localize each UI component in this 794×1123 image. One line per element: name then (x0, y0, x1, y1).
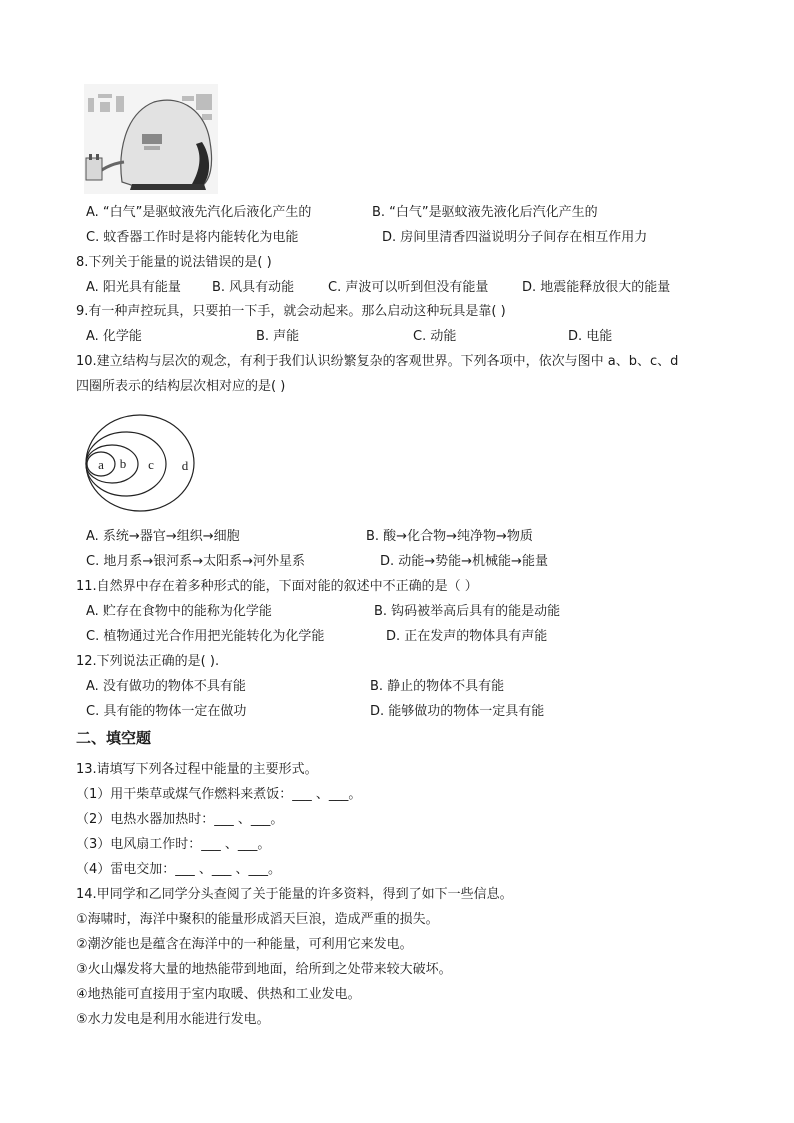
q14-info-5: ⑤水力发电是利用水能进行发电。 (76, 1012, 270, 1027)
q11-option-b: B. 钩码被举高后具有的能是动能 (374, 604, 561, 619)
q11-option-a: A. 贮存在食物中的能称为化学能 (86, 604, 272, 619)
q14-info-3: ③火山爆发将大量的地热能带到地面，给所到之处带来较大破坏。 (76, 962, 452, 977)
q7-option-c: C. 蚊香器工作时是将内能转化为电能 (86, 230, 299, 245)
circle-label-d: d (181, 458, 189, 473)
q13-line-1: （1）用干柴草或煤气作燃料来煮饭：___ 、___。 (76, 787, 362, 802)
q10-option-d: D. 动能→势能→机械能→能量 (380, 554, 548, 569)
q8-stem: 8.下列关于能量的说法错误的是( ) (76, 255, 272, 270)
q8-option-b: B. 风具有动能 (212, 280, 295, 295)
circle-label-a: a (98, 457, 104, 472)
q10-option-b: B. 酸→化合物→纯净物→物质 (366, 529, 533, 544)
q9-option-d: D. 电能 (568, 329, 613, 344)
q7-option-b: B. “白气”是驱蚊液先液化后汽化产生的 (372, 205, 598, 220)
q7-option-a: A. “白气”是驱蚊液先汽化后液化产生的 (86, 205, 312, 220)
q13-line-3: （3）电风扇工作时：___ 、___。 (76, 837, 271, 852)
q11-option-d: D. 正在发声的物体具有声能 (386, 629, 548, 644)
q10-option-c: C. 地月系→银河系→太阳系→河外星系 (86, 554, 306, 569)
circle-label-c: c (148, 457, 154, 472)
q14-stem: 14.甲同学和乙同学分头查阅了关于能量的许多资料，得到了如下一些信息。 (76, 887, 513, 902)
q8-option-c: C. 声波可以听到但没有能量 (328, 280, 489, 295)
circle-label-b: b (119, 456, 127, 471)
q13-line-4: （4）雷电交加：___ 、___ 、___。 (76, 862, 282, 877)
q9-option-a: A. 化学能 (86, 329, 142, 344)
nested-circles-diagram (84, 413, 196, 513)
section-heading-fill-in: 二、填空题 (76, 729, 152, 747)
q12-option-b: B. 静止的物体不具有能 (370, 679, 505, 694)
mosquito-repeller-photo (84, 84, 218, 194)
q13-line-2: （2）电热水器加热时：___ 、___。 (76, 812, 284, 827)
q12-stem: 12.下列说法正确的是( ). (76, 654, 220, 669)
q11-option-c: C. 植物通过光合作用把光能转化为化学能 (86, 629, 325, 644)
q14-info-4: ④地热能可直接用于室内取暖、供热和工业发电。 (76, 987, 361, 1002)
q9-stem: 9.有一种声控玩具，只要拍一下手，就会动起来。那么启动这种玩具是靠( ) (76, 304, 506, 319)
q13-stem: 13.请填写下列各过程中能量的主要形式。 (76, 762, 318, 777)
q14-info-2: ②潮汐能也是蕴含在海洋中的一种能量，可利用它来发电。 (76, 937, 413, 952)
q12-option-c: C. 具有能的物体一定在做功 (86, 704, 247, 719)
q14-info-1: ①海啸时，海洋中聚积的能量形成滔天巨浪，造成严重的损失。 (76, 912, 439, 927)
q10-option-a: A. 系统→器官→组织→细胞 (86, 529, 240, 544)
q10-stem-line-2: 四圈所表示的结构层次相对应的是( ) (76, 379, 286, 394)
q8-option-d: D. 地震能释放很大的能量 (522, 280, 671, 295)
q9-option-b: B. 声能 (256, 329, 300, 344)
q12-option-d: D. 能够做功的物体一定具有能 (370, 704, 545, 719)
q12-option-a: A. 没有做功的物体不具有能 (86, 679, 246, 694)
q8-option-a: A. 阳光具有能量 (86, 280, 181, 295)
q7-option-d: D. 房间里清香四溢说明分子间存在相互作用力 (382, 230, 648, 245)
q10-stem-line-1: 10.建立结构与层次的观念，有利于我们认识纷繁复杂的客观世界。下列各项中，依次与图中 a、b、c、d (76, 354, 679, 369)
q11-stem: 11.自然界中存在着多种形式的能，下面对能的叙述中不正确的是（ ） (76, 579, 478, 594)
q9-option-c: C. 动能 (413, 329, 457, 344)
